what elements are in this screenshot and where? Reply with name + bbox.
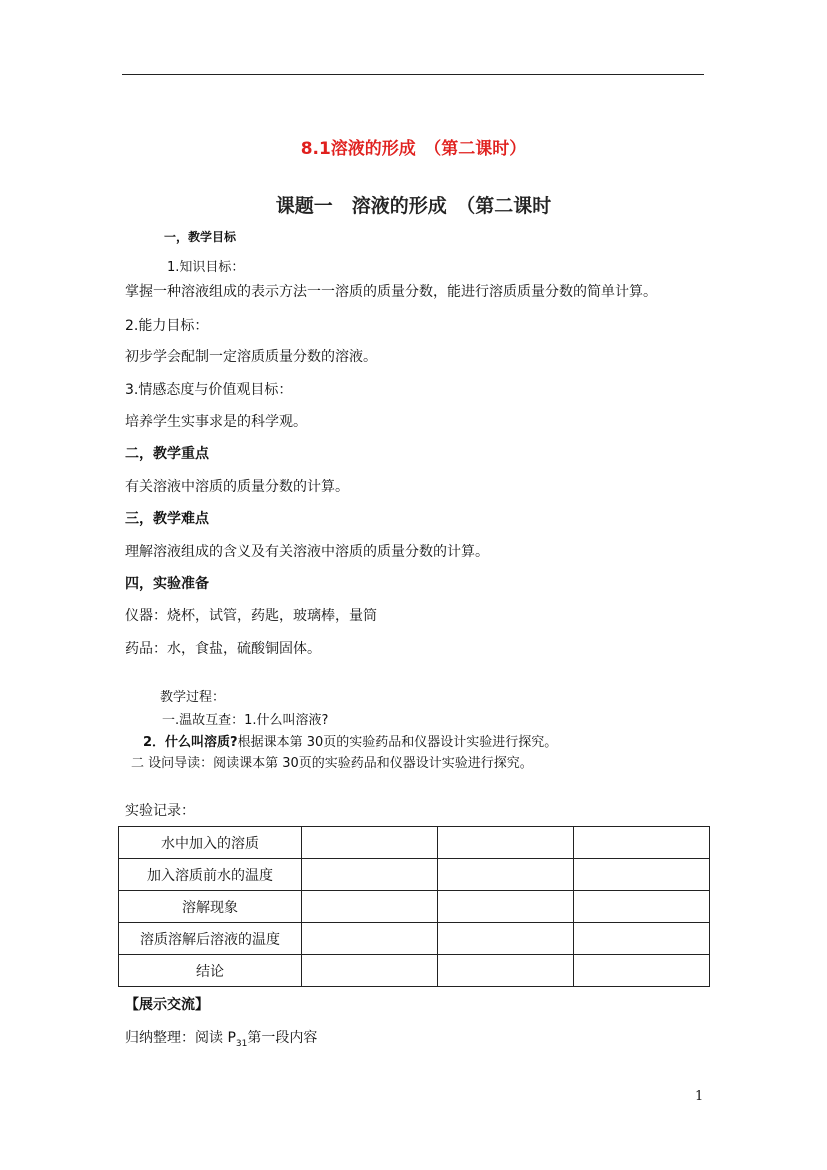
table-row-label: 溶解现象 <box>119 891 302 923</box>
table-cell <box>302 827 438 859</box>
table-cell <box>302 859 438 891</box>
goal-attitude-label: 3.情感态度与价值观目标： <box>125 382 293 398</box>
table-cell <box>302 891 438 923</box>
goal-knowledge-label: 1.知识目标： <box>167 260 245 275</box>
table-row <box>119 923 710 955</box>
teaching-process-label: 教学过程： <box>160 690 226 705</box>
document-subtitle: 课题一 溶液的形成 （第二课时 <box>275 195 552 217</box>
table-cell <box>438 891 574 923</box>
page-number: 1 <box>695 1089 704 1104</box>
table-cell <box>438 955 574 987</box>
table-row <box>119 891 710 923</box>
reagents-text: 药品：水，食盐，硫酸铜固体。 <box>125 641 321 657</box>
table-cell <box>438 827 574 859</box>
key-points-text: 有关溶液中溶质的质量分数的计算。 <box>125 479 349 495</box>
table-cell <box>438 859 574 891</box>
experiment-record-table <box>118 826 710 987</box>
section-difficulties: 三，教学难点 <box>125 511 209 527</box>
table-row <box>119 859 710 891</box>
table-cell <box>574 955 710 987</box>
question-solute-rest: 根据课本第 30页的实验药品和仪器设计实验进行探究。 <box>237 735 558 750</box>
instruments-text: 仪器：烧杯，试管，药匙，玻璃棒，量筒 <box>125 608 377 624</box>
table-row-label: 溶质溶解后溶液的温度 <box>119 923 302 955</box>
goal-ability-text: 初步学会配制一定溶质质量分数的溶液。 <box>125 349 377 365</box>
section-key-points: 二，教学重点 <box>125 446 209 462</box>
question-solute <box>143 731 557 750</box>
table-cell <box>574 827 710 859</box>
table-cell <box>302 923 438 955</box>
table-cell <box>574 891 710 923</box>
goal-ability-label: 2.能力目标： <box>125 318 209 334</box>
review-question: 一.温故互查：1.什么叫溶液? <box>162 713 329 728</box>
difficulties-text: 理解溶液组成的含义及有关溶液中溶质的质量分数的计算。 <box>125 544 489 560</box>
table-row <box>119 955 710 987</box>
goal-attitude-text: 培养学生实事求是的科学观。 <box>125 414 307 430</box>
header-rule <box>122 74 704 75</box>
goal-knowledge-text: 掌握一种溶液组成的表示方法一一溶质的质量分数，能进行溶质质量分数的简单计算。 <box>125 284 657 300</box>
table-row-label: 加入溶质前水的温度 <box>119 859 302 891</box>
table-cell <box>438 923 574 955</box>
table-row-label: 水中加入的溶质 <box>119 827 302 859</box>
section-teaching-goals: 一，教学目标 <box>164 230 237 244</box>
table-row <box>119 827 710 859</box>
summary-text <box>125 1027 317 1049</box>
guided-reading: 二 设问导读：阅读课本第 30页的实验药品和仪器设计实验进行探究。 <box>131 756 533 771</box>
table-row-label: 结论 <box>119 955 302 987</box>
display-exchange-heading: 【展示交流】 <box>125 997 209 1013</box>
experiment-record-label: 实验记录： <box>125 803 195 819</box>
summary-page-subscript: 31 <box>235 1038 248 1049</box>
table-cell <box>574 859 710 891</box>
section-experiment-prep: 四，实验准备 <box>125 576 209 592</box>
table-cell <box>574 923 710 955</box>
document-title: 8.1溶液的形成 （第二课时） <box>300 139 527 159</box>
summary-prefix: 归纳整理：阅读 P <box>125 1030 236 1046</box>
question-solute-bold: 2．什么叫溶质? <box>143 735 238 750</box>
table-cell <box>302 955 438 987</box>
summary-suffix: 第一段内容 <box>247 1030 318 1046</box>
